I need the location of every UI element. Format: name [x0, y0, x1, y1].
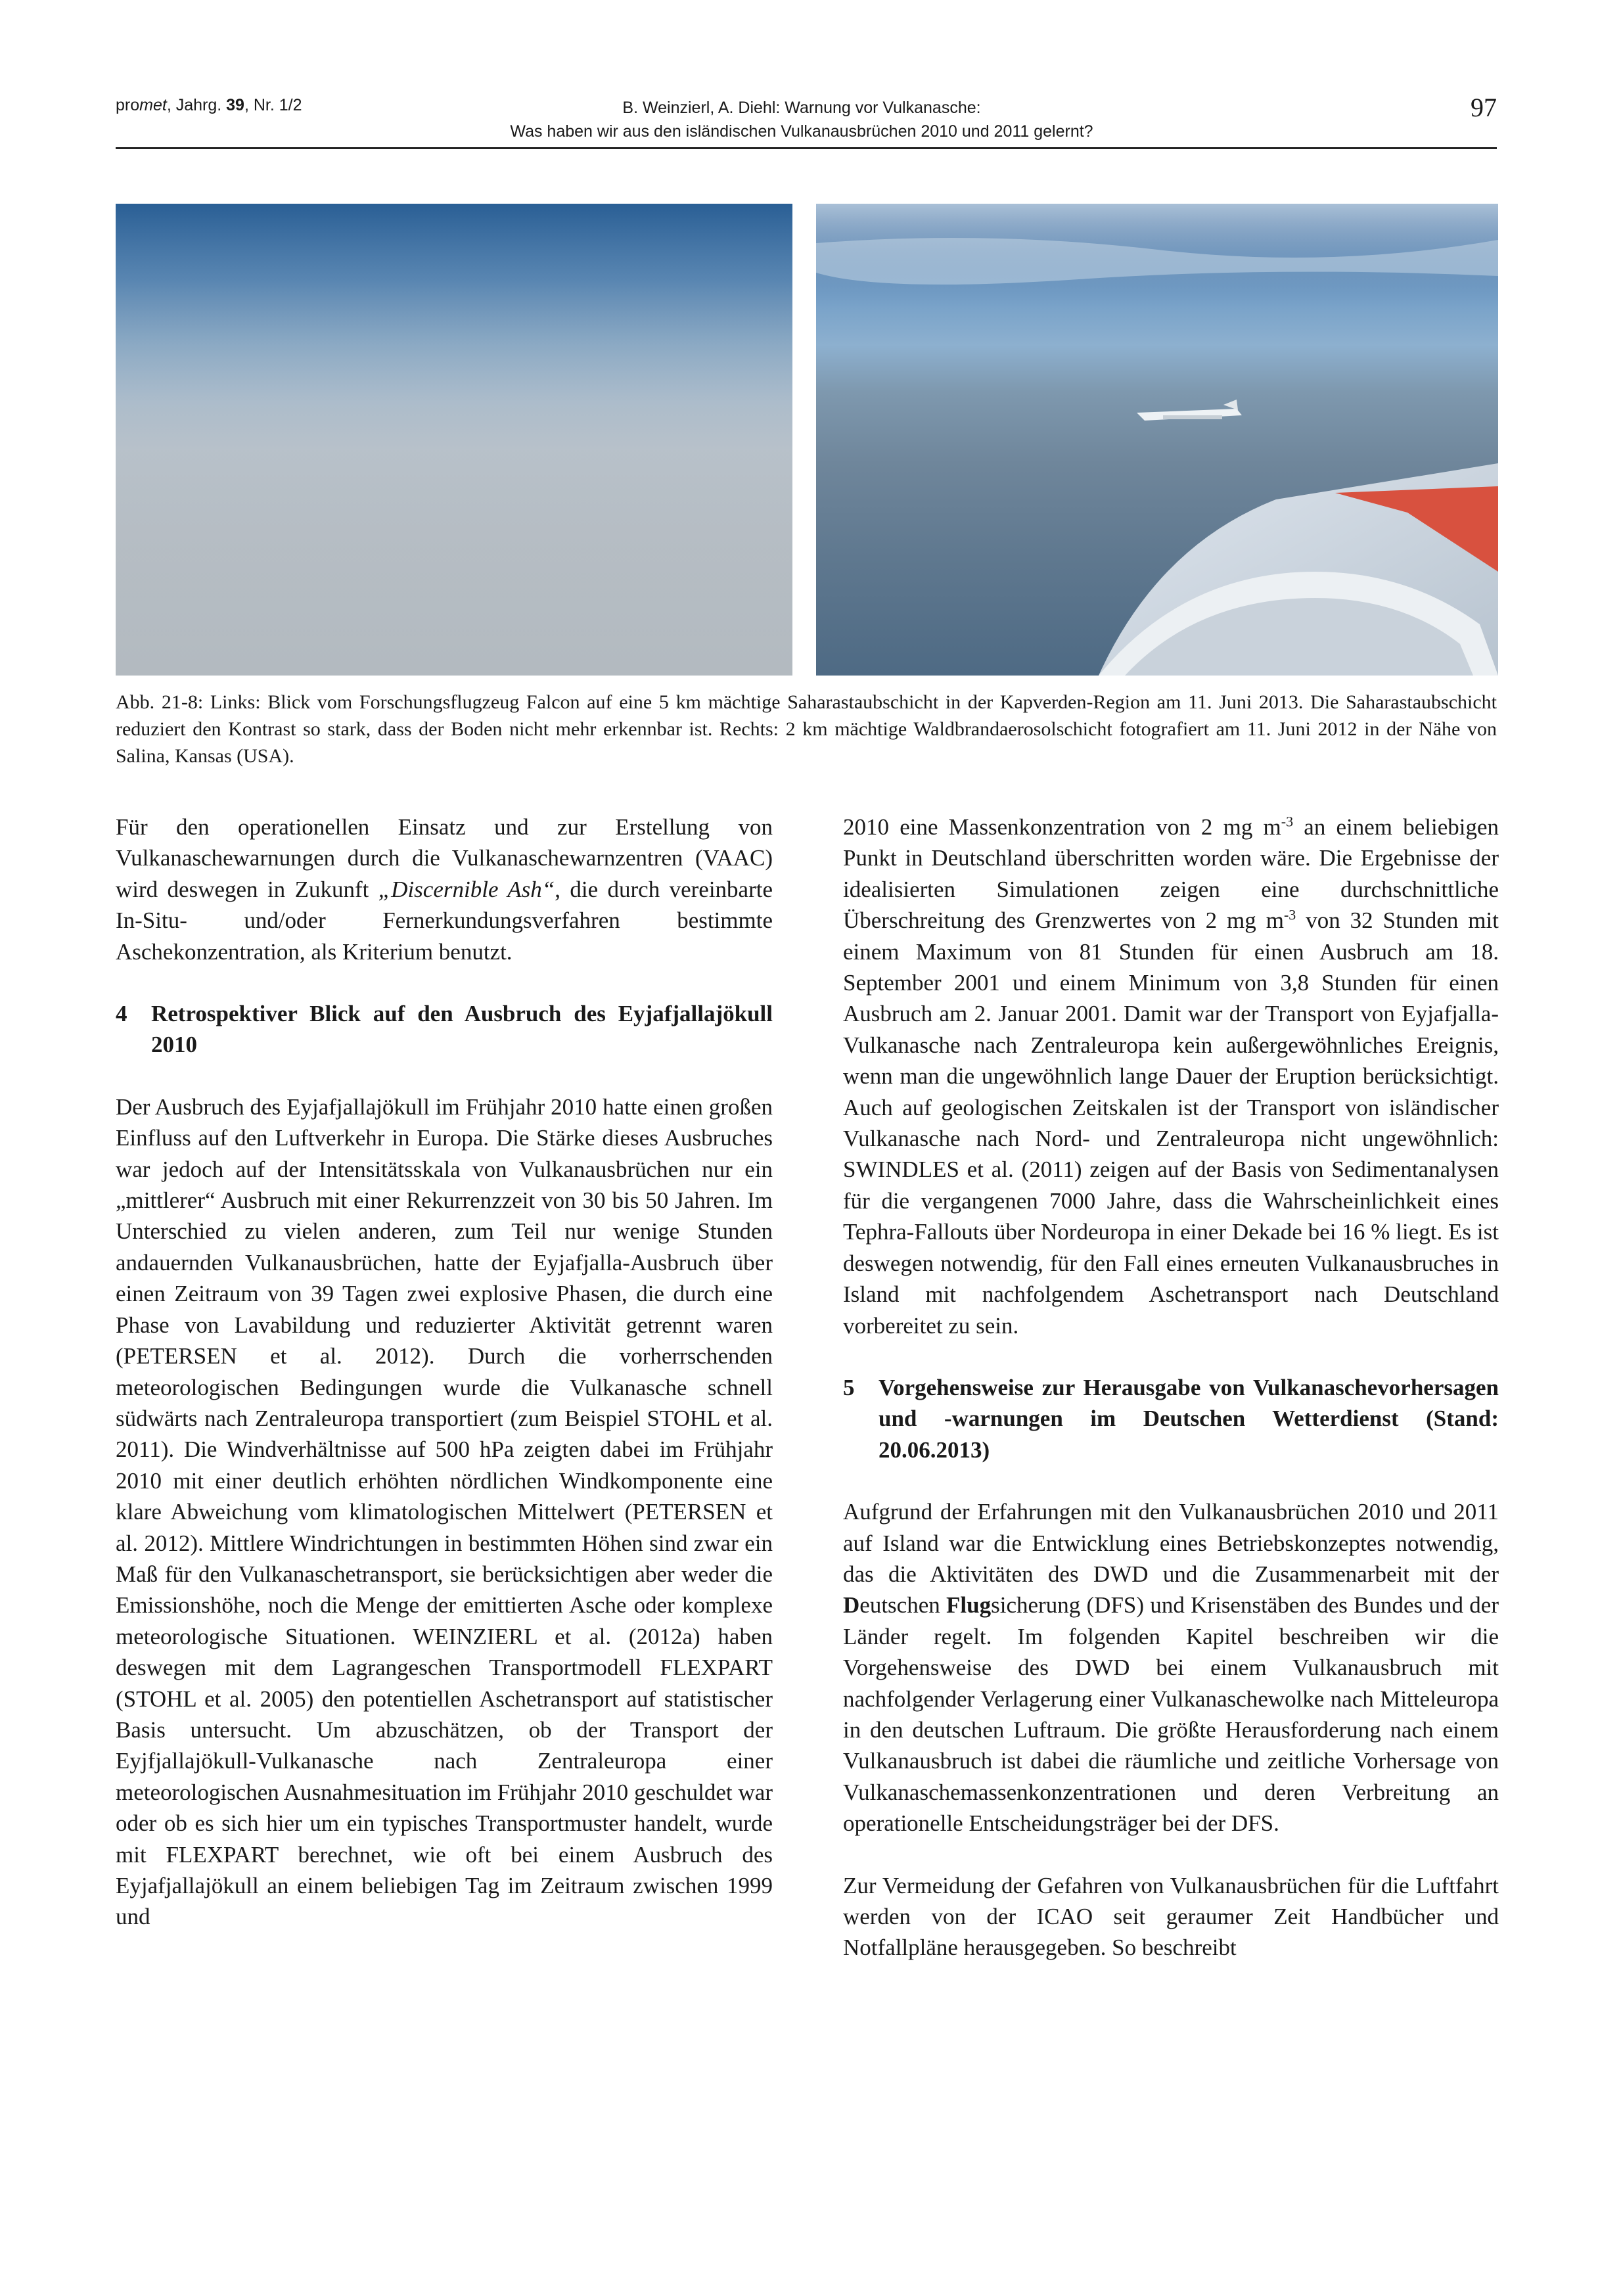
paragraph-text: eutschen: [859, 1592, 947, 1619]
section-title: Vorgehensweise zur Herausgabe von Vulkanaschevorhersagen und -warnungen im Deutschen Wetterdienst (Stand: 20.06.2013): [879, 1374, 1499, 1463]
aircraft-wing-scene: [816, 204, 1498, 676]
section-title: Retrospektiver Blick auf den Ausbruch des Eyjafjallajökull 2010: [151, 1001, 773, 1058]
paragraph-text: von 32 Stunden mit einem Maximum von 81 Stunden für einen Ausbruch am 18. September 2001 und einem Minimum von 3,8 Stunden für einen Ausbruch am 2. Januar 2001. Damit war der Transport von Eyjafjalla-Vulkanasche nach Zentraleuropa kein außergewöhnliches Ereignis, wenn man die ungewöhnlich lange Dauer der Eruption berücksichtigt. Auch auf geologischen Zeitskalen ist der Transport von isländischer Vulkanasche nach Nord- und Zentraleuropa nicht ungewöhnlich: SWINDLES et al. (2011) zeigen auf der Basis von Sedimentanalysen für die vergangenen 7000 Jahre, dass die Wahrscheinlichkeit eines Tephra-Fallouts über Nordeuropa in einer Dekade bei 16 % liegt. Es ist deswegen notwendig, für den Fall eines erneuten Vulkanausbruches in Island mit nachfolgendem Aschetransport nach Deutschland vorbereitet zu sein.: [843, 907, 1499, 1339]
section-5-heading: [843, 1372, 1499, 1465]
left-column: [116, 812, 773, 1933]
paragraph-eyjafjallajokull: Der Ausbruch des Eyjafjallajökull im Frühjahr 2010 hatte einen großen Einfluss auf den Luftverkehr in Europa. Die Stärke dieses Ausbruches war jedoch auf der Intensitätsskala von Vulkanausbrüchen nur ein „mittlerer“ Ausbruch mit einer Rekurrenzzeit von 30 bis 50 Jahren. Im Unterschied zu vielen anderen, zum Teil nur wenige Stunden andauernden Vulkanausbrüchen, hatte der Eyjafjalla-Ausbruch über einen Zeitraum von 39 Tagen zwei explosive Phasen, die durch eine Phase von Lavabildung und reduzierter Aktivität getrennt waren (PETERSEN et al. 2012). Durch die vorherrschenden meteorologischen Bedingungen wurde die Vulkanasche schnell südwärts nach Zentraleuropa transportiert (zum Beispiel STOHL et al. 2011). Die Windverhältnisse auf 500 hPa zeigten dabei im Frühjahr 2010 mit einer deutlich erhöhten nördlichen Windkomponente eine klare Abweichung vom klimatologischen Mittelwert (PETERSEN et al. 2012). Mittlere Windrichtungen in bestimmten Höhen sind zwar ein Maß für den Vulkanaschetransport, sie berücksichtigen aber weder die Emissionshöhe, noch die Menge der emittierten Asche oder komplexe meteorologische Situationen. WEINZIERL et al. (2012a) haben deswegen mit dem Lagrangeschen Transportmodell FLEXPART (STOHL et al. 2005) den potentiellen Aschetransport auf statistischer Basis untersucht. Um abzuschätzen, ob der Transport der Eyjfjallajökull-Vulkanasche nach Zentraleuropa einer meteorologischen Ausnahmesituation im Frühjahr 2010 geschuldet war oder ob es sich hier um ein typisches Transportmuster handelt, wurde mit FLEXPART berechnet, wie oft bei einem Ausbruch des Eyjafjallajökull an einem beliebigen Tag im Zeitraum zwischen 1999 und: [116, 1093, 773, 1930]
article-authors-title: B. Weinzierl, A. Diehl: Warnung vor Vulkanasche:: [622, 99, 981, 117]
article-subtitle: Was haben wir aus den isländischen Vulkanausbrüchen 2010 und 2011 gelernt?: [510, 122, 1093, 141]
photo-forest-fire-aerosol-layer: [816, 204, 1498, 676]
paragraph-text: Aufgrund der Erfahrungen mit den Vulkanausbrüchen 2010 und 2011 auf Island war die Entwicklung eines Betriebskonzeptes notwendig, das die Aktivitäten des DWD und die Zusammenarbeit mit der: [843, 1499, 1499, 1587]
journal-name-italic: met: [139, 96, 167, 114]
paragraph-text: an einem beliebigen Punkt in Deutschland überschritten worden wäre. Die Ergebnisse der idealisierten Simulationen zeigen eine durchschnittliche Überschreitung des Grenzwertes von 2 mg m: [843, 814, 1499, 934]
figure-caption: Abb. 21-8: Links: Blick vom Forschungsflugzeug Falcon auf eine 5 km mächtige Saharastaubschicht in der Kapverden-Region am 11. Juni 2013. Die Saharastaubschicht reduziert den Kontrast so stark, dass der Boden nicht mehr erkennbar ist. Rechts: 2 km mächtige Waldbrandaerosolschicht fotografiert am 11. Juni 2012 in der Nähe von Salina, Kansas (USA).: [116, 691, 1497, 767]
section-number: 5: [843, 1374, 855, 1400]
acronym-letter: Flug: [946, 1592, 992, 1619]
paragraph-text: s: [991, 1592, 1000, 1619]
article-running-title: [368, 96, 1235, 143]
photo-saharan-dust-layer: [116, 204, 792, 676]
paragraph-text: , die durch vereinbarte In-Situ- und/oder Fernerkundungsverfahren bestimmte Aschekonzentration, als Kriterium benutzt.: [116, 876, 773, 965]
journal-volume: 39: [226, 96, 244, 114]
page-number: 97: [1471, 93, 1497, 122]
superscript: -3: [1283, 906, 1296, 923]
paragraph-icao: Zur Vermeidung der Gefahren von Vulkanausbrüchen für die Luftfahrt werden von der ICAO seit geraumer Zeit Handbücher und Notfallpläne herausgegeben. So beschreibt: [843, 1872, 1499, 1961]
section-number: 4: [116, 1001, 127, 1027]
journal-year-label: , Jahrg.: [166, 96, 227, 114]
distant-aircraft: [1137, 400, 1242, 421]
paragraph-discernible-ash: [116, 812, 773, 967]
section-4-heading: [116, 998, 773, 1061]
paragraph-text: icherung (DFS) und Krisenstäben des Bundes und der Länder regelt. Im folgenden Kapitel beschreiben wir die Vorgehensweise des DWD bei einem Vulkanausbruch mit nachfolgender Verlagerung einer Vulkanaschewolke nach Mitteleuropa in den deutschen Luftraum. Die größte Herausforderung nach einem Vulkanausbruch ist dabei die räumliche und zeitliche Vorhersage von Vulkanaschemassenkonzentrationen und deren Verbreitung an operationelle Entscheidungsträger bei der DFS.: [843, 1592, 1499, 1837]
aircraft-wing: [1099, 463, 1498, 676]
journal-issue: , Nr. 1/2: [244, 96, 302, 114]
journal-reference: [116, 96, 302, 115]
acronym-letter: D: [843, 1592, 860, 1619]
paragraph-text: Für den operationellen Einsatz und zur Erstellung von Vulkanaschewarnungen durch die Vulkanaschewarnzentren (VAAC) wird deswegen in Zukunft: [116, 814, 773, 902]
right-column: [843, 812, 1499, 1963]
emphasis-term: „Discernible Ash“: [378, 876, 555, 902]
paragraph-text: 2010 eine Massenkonzentration von 2 mg m: [843, 814, 1281, 840]
journal-name-prefix: pro: [116, 96, 140, 114]
header-rule: [116, 147, 1497, 149]
haze-overlay: [116, 204, 792, 676]
paragraph-mass-concentration: [843, 812, 1499, 1341]
superscript: -3: [1281, 813, 1294, 830]
paragraph-operating-concept: [843, 1496, 1499, 1839]
